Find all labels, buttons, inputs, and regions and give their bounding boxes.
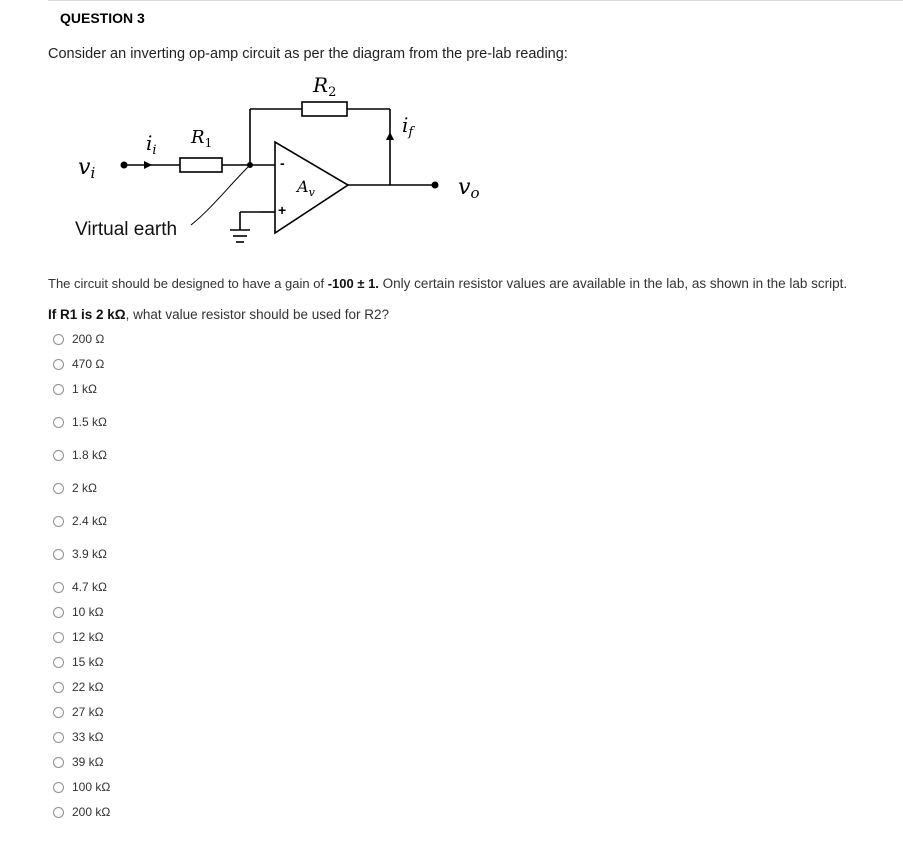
radio-button[interactable] <box>53 657 64 668</box>
svg-text:vo: vo <box>458 175 480 202</box>
vo-terminal <box>432 182 439 189</box>
answer-option[interactable] <box>53 703 104 721</box>
option-label: 3.9 kΩ <box>72 547 107 561</box>
answer-option[interactable] <box>53 413 107 431</box>
svg-text:vi: vi <box>78 155 96 182</box>
svg-text:Av: $A_v$ <box>297 177 315 199</box>
radio-button[interactable] <box>53 384 64 395</box>
svg-text:R2: $R_2$ <box>313 73 337 100</box>
option-label: 200 Ω <box>72 332 105 346</box>
answer-option[interactable] <box>53 545 107 563</box>
question-title: QUESTION 3 <box>60 10 145 26</box>
question-ask: If R1 is 2 kΩ, what value resistor should be used for R2? <box>48 307 390 322</box>
option-label: 15 kΩ <box>72 655 104 669</box>
answer-option[interactable] <box>53 330 104 348</box>
answer-option[interactable] <box>53 578 107 596</box>
option-label: 200 kΩ <box>72 805 111 819</box>
option-label: 39 kΩ <box>72 755 104 769</box>
radio-button[interactable] <box>53 732 64 743</box>
option-label: 12 kΩ <box>72 630 104 644</box>
ii-arrow-icon <box>144 161 152 169</box>
radio-button[interactable] <box>53 632 64 643</box>
radio-button[interactable] <box>53 607 64 618</box>
answer-option[interactable] <box>53 355 104 373</box>
op-amp-circuit-diagram <box>60 70 510 255</box>
option-label: 100 kΩ <box>72 780 111 794</box>
answer-option[interactable] <box>53 778 110 796</box>
answer-option[interactable] <box>53 479 97 497</box>
option-label: 1 kΩ <box>72 382 97 396</box>
option-label: 27 kΩ <box>72 705 104 719</box>
top-divider <box>48 0 903 1</box>
radio-button[interactable] <box>53 483 64 494</box>
option-label: 1.5 kΩ <box>72 415 107 429</box>
radio-button[interactable] <box>53 582 64 593</box>
r1-resistor <box>180 158 222 172</box>
radio-button[interactable] <box>53 782 64 793</box>
gain-requirement: The circuit should be designed to have a gain of -100 ± 1. Only certain resistor values are available in the lab, as shown in the lab script. <box>48 276 848 291</box>
answer-option[interactable] <box>53 512 107 530</box>
option-label: 4.7 kΩ <box>72 580 107 594</box>
answer-option[interactable] <box>53 446 107 464</box>
option-label: 1.8 kΩ <box>72 448 107 462</box>
radio-button[interactable] <box>53 807 64 818</box>
answer-option[interactable] <box>53 653 104 671</box>
answer-option[interactable] <box>53 803 110 821</box>
radio-button[interactable] <box>53 549 64 560</box>
radio-button[interactable] <box>53 757 64 768</box>
option-label: 2 kΩ <box>72 481 97 495</box>
answer-option[interactable] <box>53 753 104 771</box>
radio-button[interactable] <box>53 516 64 527</box>
radio-button[interactable] <box>53 359 64 370</box>
question-prompt: Consider an inverting op-amp circuit as per the diagram from the pre-lab reading: <box>48 46 568 62</box>
radio-button[interactable] <box>53 707 64 718</box>
radio-button[interactable] <box>53 450 64 461</box>
r2-resistor <box>302 102 347 116</box>
svg-text:-: - <box>280 155 285 171</box>
radio-button[interactable] <box>53 334 64 345</box>
answer-option[interactable] <box>53 728 104 746</box>
radio-button[interactable] <box>53 417 64 428</box>
svg-text:+: + <box>278 202 287 218</box>
option-label: 470 Ω <box>72 357 105 371</box>
svg-text:R1: $R_1$ <box>191 127 213 150</box>
option-label: 10 kΩ <box>72 605 104 619</box>
option-label: 33 kΩ <box>72 730 104 744</box>
svg-text:ii: $i_i$ <box>146 131 157 158</box>
option-label: 22 kΩ <box>72 680 104 694</box>
answer-option[interactable] <box>53 380 97 398</box>
radio-button[interactable] <box>53 682 64 693</box>
option-label: 2.4 kΩ <box>72 514 107 528</box>
answer-option[interactable] <box>53 628 104 646</box>
svg-text:if: $i_f$ <box>402 113 414 140</box>
virtual-earth-label: Virtual earth <box>75 219 178 240</box>
junction-node <box>247 162 253 168</box>
answer-option[interactable] <box>53 603 104 621</box>
vi-terminal <box>121 162 128 169</box>
if-arrow-icon <box>386 132 394 140</box>
answer-option[interactable] <box>53 678 104 696</box>
